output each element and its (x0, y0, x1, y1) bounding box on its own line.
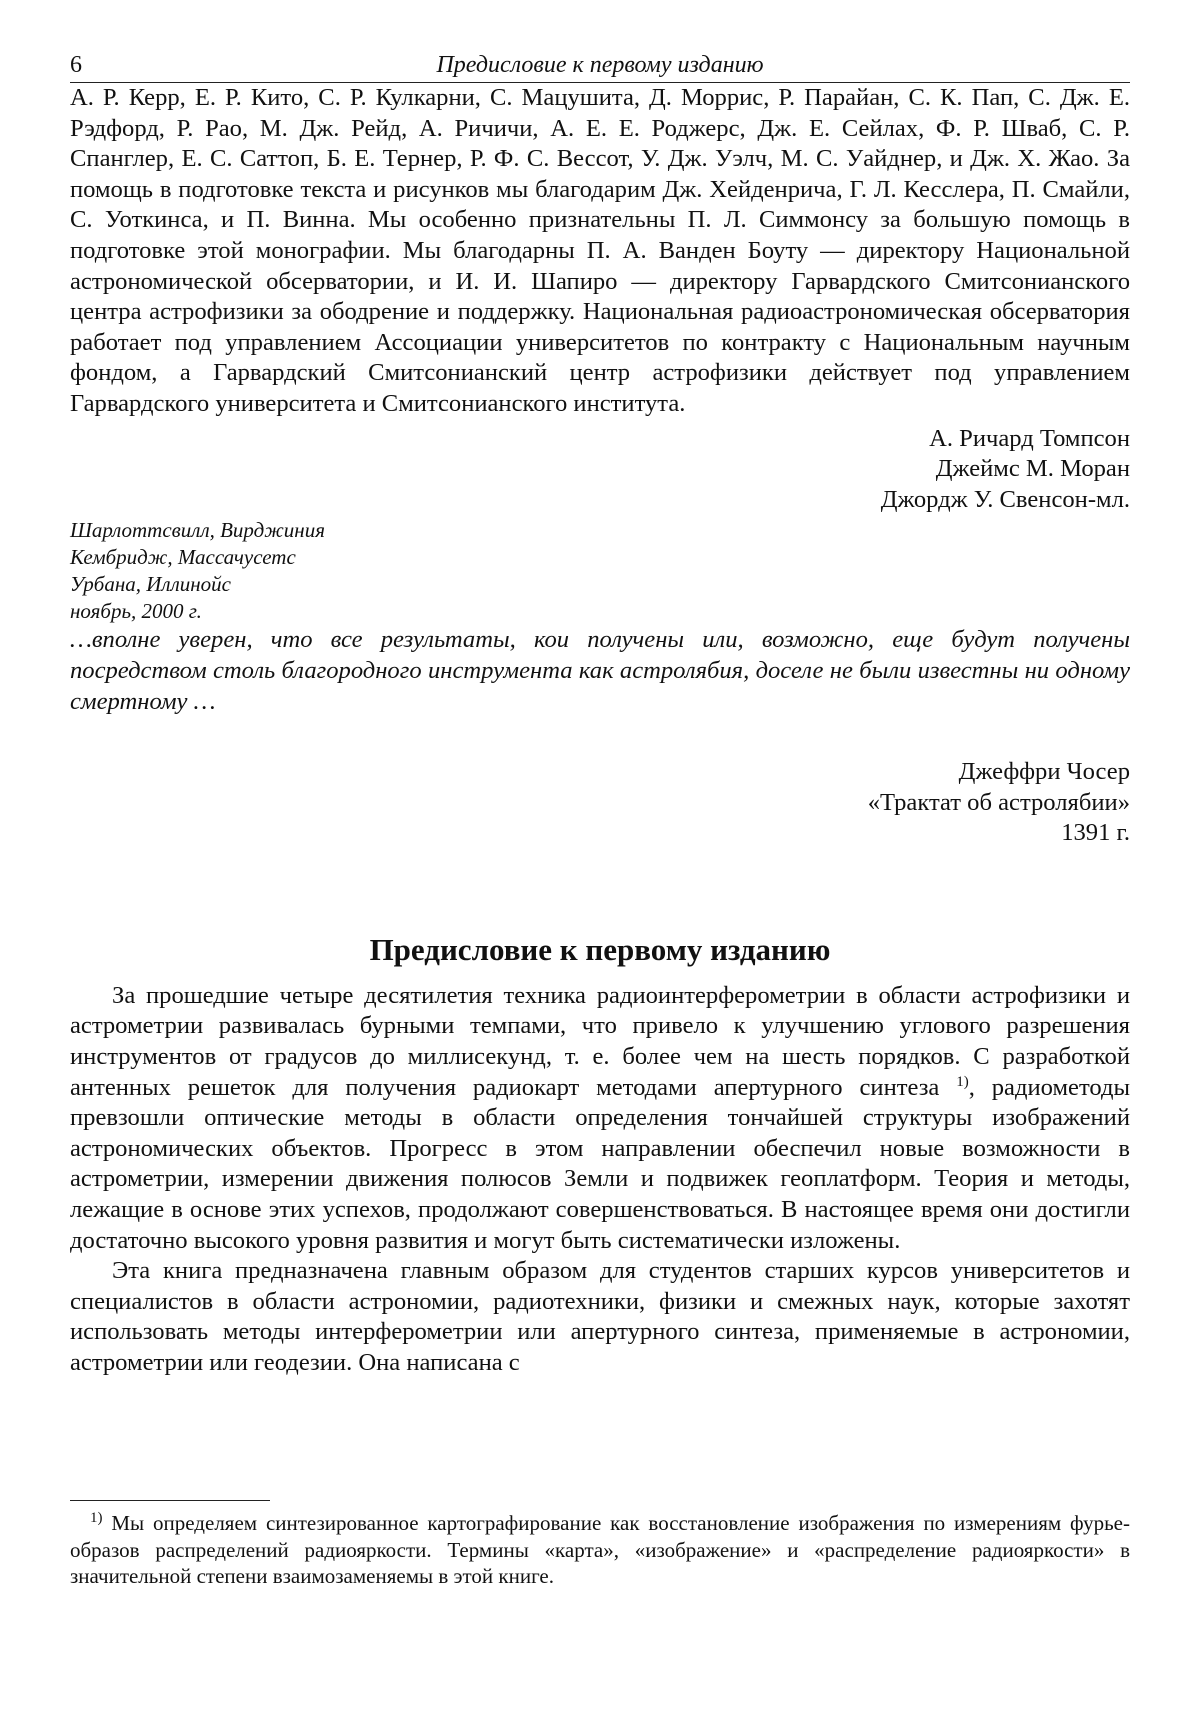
places-and-date (70, 517, 1130, 625)
epigraph-author: Джеффри Чосер (958, 758, 1130, 786)
footnote-separator (70, 1500, 270, 1501)
page-header (70, 52, 1130, 83)
section-title: Предисловие к первому изданию (369, 931, 831, 967)
epigraph-attribution (70, 757, 1130, 849)
date-line: ноябрь, 2000 г. (70, 599, 202, 624)
book-page (70, 52, 1130, 1692)
footnote-text: Мы определяем синтезированное картографирование как восстановление изображения по измерениям фурье-образов распределений радиояркости. Термины «карта», «изображение» и «распределение радиояркости» в значительной степени взаимозаменяемы в этой книге. (70, 1511, 1130, 1588)
footnote-reference[interactable]: 1) (956, 1073, 969, 1090)
paragraph-text: За прошедшие четыре десятилетия техника радиоинтерферометрии в области астрофизики и астрометрии развивалась бурными темпами, что привело к улучшению углового разрешения инструментов от градусов до миллисекунд, т. е. более чем на шесть порядков. С разработкой антенных решеток для получения радиокарт методами апертурного синтеза (70, 981, 1130, 1101)
author-name: Джеймс М. Моран (935, 455, 1130, 483)
acknowledgements-paragraph: А. Р. Керр, Е. Р. Кито, С. Р. Кулкарни, С. Мацушита, Д. Моррис, Р. Парайан, С. К. Пап, С. Дж. Е. Рэдфорд, Р. Рао, М. Дж. Рейд, А. Ричичи, А. Е. Е. Роджерс, Дж. Е. Сейлах, Ф. Р. Шваб, С. Р. Спанглер, Е. С. Саттоп, Б. Е. Тернер, Р. Ф. С. Вессот, У. Дж. Уэлч, М. С. Уайднер, и Дж. Х. Жао. За помощь в подготовке текста и рисунков мы благодарим Дж. Хейденрича, Г. Л. Кесслера, П. Смайли, С. Уоткинса, и П. Винна. Мы особенно признательны П. Л. Симмонсу за большую помощь в подготовке этой монографии. Мы благодарны П. А. Ванден Боуту — директору Национальной астрономической обсерватории, и И. И. Шапиро — директору Гарвардского Смитсонианского центра астрофизики за ободрение и поддержку. Национальная радиоастрономическая обсерватория работает под управлением Ассоциации университетов по контракту с Национальным научным фондом, а Гарвардский Смитсонианский центр астрофизики действует под управлением Гарвардского университета и Смитсонианского института. (70, 84, 1130, 417)
author-name: А. Ричард Томпсон (929, 424, 1130, 452)
footnote (70, 1510, 1130, 1590)
paragraph-text: , радиометоды превзошли оптические методы в области определения тончайшей структуры изображений астрономических объектов. Прогресс в этом направлении обеспечил новые возможности в астрометрии, измерении движения полюсов Земли и подвижек геоплатформ. Теория и методы, лежащие в основе этих успехов, продолжают совершенствоваться. В настоящее время они достигли достаточно высокого уровня развития и могут быть систематически изложены. (70, 1073, 1130, 1254)
author-name: Джордж У. Свенсон-мл. (880, 485, 1130, 513)
place-line: Шарлоттсвилл, Вирджиния (70, 518, 325, 543)
epigraph-text: …вполне уверен, что все результаты, кои получены или, возможно, еще будут получены посредством столь благородного инструмента как астролябия, доселе не были известны ни одному смертному … (70, 626, 1130, 715)
place-line: Урбана, Иллинойс (70, 572, 231, 597)
footnote-mark: 1) (90, 1510, 103, 1526)
place-line: Кембридж, Массачусетс (70, 545, 296, 570)
authors-signature (70, 424, 1130, 516)
epigraph-year: 1391 г. (1061, 819, 1130, 847)
epigraph-work: «Трактат об астролябии» (867, 788, 1130, 816)
page-number: 6 (70, 52, 82, 78)
running-title: Предисловие к первому изданию (436, 52, 764, 78)
body-paragraph (70, 981, 1130, 1256)
body-paragraph: Эта книга предназначена главным образом для студентов старших курсов университетов и специалистов в области астрономии, радиотехники, физики и смежных наук, которые захотят использовать методы интерферометрии или апертурного синтеза, применяемые в астрономии, астрометрии или геодезии. Она написана с (70, 1257, 1130, 1376)
